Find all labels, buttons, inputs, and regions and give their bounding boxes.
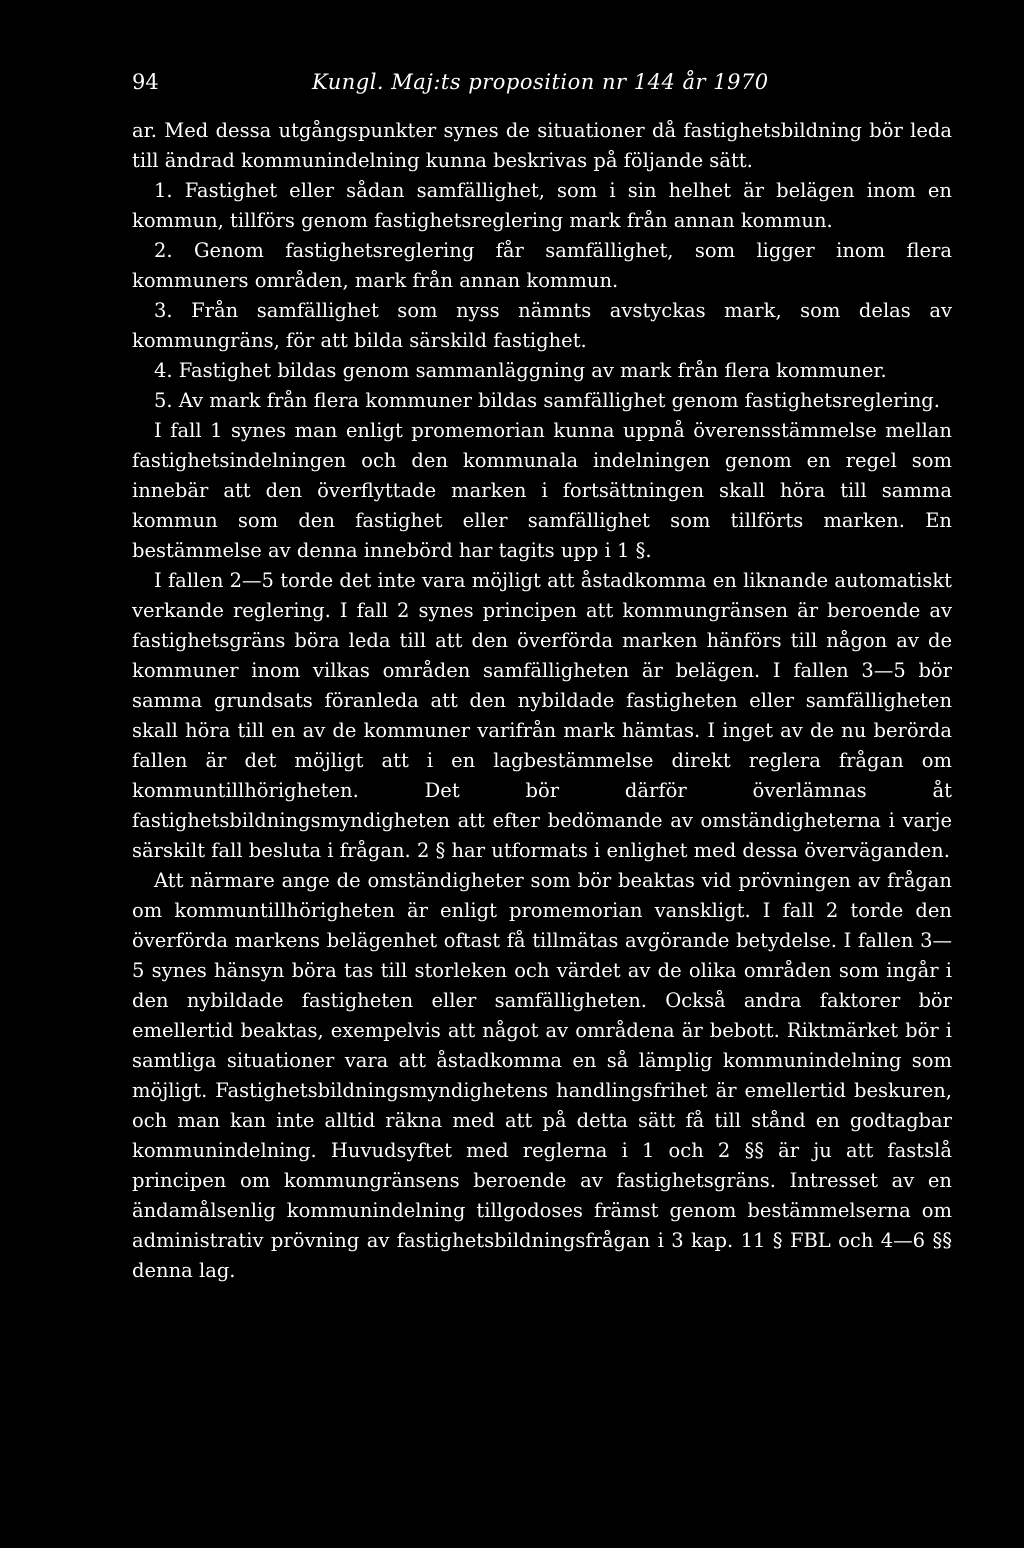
paragraph-considerations: Att närmare ange de omständigheter som bör beaktas vid prövningen av frågan om kommuntillhörigheten är enligt promemorian vanskligt. I fall 2 torde den överförda markens belägenhet oftast få tillmätas avgörande betydelse. I fallen 3—5 synes hänsyn böra tas till storleken och värdet av de olika områden som ingår i den nybildade fastigheten eller samfälligheten. Också andra faktorer bör emellertid beaktas, exempelvis att något av områdena är bebott. Riktmärket bör i samtliga situationer vara att åstadkomma en så lämplig kommunindelning som möjligt. Fastighetsbildningsmyndighetens handlingsfrihet är emellertid beskuren, och man kan inte alltid räkna med att på detta sätt få till stånd en godtagbar kommunindelning. Huvudsyftet med reglerna i 1 och 2 §§ är ju att fastslå principen om kommungränsens beroende av fastighetsgräns. Intresset av en ändamålsenlig kommunindelning tillgodoses främst genom bestämmelserna om administrativ prövning av fastighetsbildningsfrågan i 3 kap. 11 § FBL och 4—6 §§ denna lag. bbox=[132, 869, 952, 1282]
list-item-1: 1. Fastighet eller sådan samfällighet, som i sin helhet är belägen inom en kommun, tillförs genom fastighetsreglering mark från annan kommun. bbox=[132, 179, 952, 232]
list-item-4: 4. Fastighet bildas genom sammanläggning av mark från flera kommuner. bbox=[154, 359, 887, 382]
paragraph-cases-2-5: I fallen 2—5 torde det inte vara möjligt att åstadkomma en liknande automatiskt verkande reglering. I fall 2 synes principen att kommungränsen är beroende av fastighetsgräns böra leda till att den överförda marken hänförs till någon av de kommuner inom vilkas områden samfälligheten är belägen. I fallen 3—5 bör samma grundsats föranleda att den nybildade fastigheten eller samfälligheten skall höra till en av de kommuner varifrån mark hämtas. I inget av de nu berörda fallen är det möjligt att i en lagbestämmelse direkt reglera frågan om kommuntillhörigheten. Det bör därför överlämnas åt fastighetsbildningsmyndigheten att efter bedömande av omständigheterna i varje särskilt fall besluta i frågan. 2 § har utformats i enlighet med dessa överväganden. bbox=[132, 569, 952, 862]
list-item-3: 3. Från samfällighet som nyss nämnts avstyckas mark, som delas av kommungräns, för att bilda särskild fastighet. bbox=[132, 299, 952, 352]
page-header bbox=[132, 70, 952, 110]
body-text bbox=[132, 116, 952, 1286]
paragraph-intro: ar. Med dessa utgångspunkter synes de situationer då fastighetsbildning bör leda till ändrad kommunindelning kunna beskrivas på följande sätt. bbox=[132, 119, 952, 172]
list-item-2: 2. Genom fastighetsreglering får samfällighet, som ligger inom flera kommuners områden, mark från annan kommun. bbox=[132, 239, 952, 292]
running-title: Kungl. Maj:ts proposition nr 144 år 1970 bbox=[312, 70, 769, 94]
page-number: 94 bbox=[132, 70, 159, 94]
list-item-5: 5. Av mark från flera kommuner bildas samfällighet genom fastighetsreglering. bbox=[154, 389, 940, 412]
paragraph-case-1: I fall 1 synes man enligt promemorian kunna uppnå överensstämmelse mellan fastighetsindelningen och den kommunala indelningen genom en regel som innebär att den överflyttade marken i fortsättningen skall höra till samma kommun som den fastighet eller samfällighet som tillförts marken. En bestämmelse av denna innebörd har tagits upp i 1 §. bbox=[132, 419, 952, 562]
